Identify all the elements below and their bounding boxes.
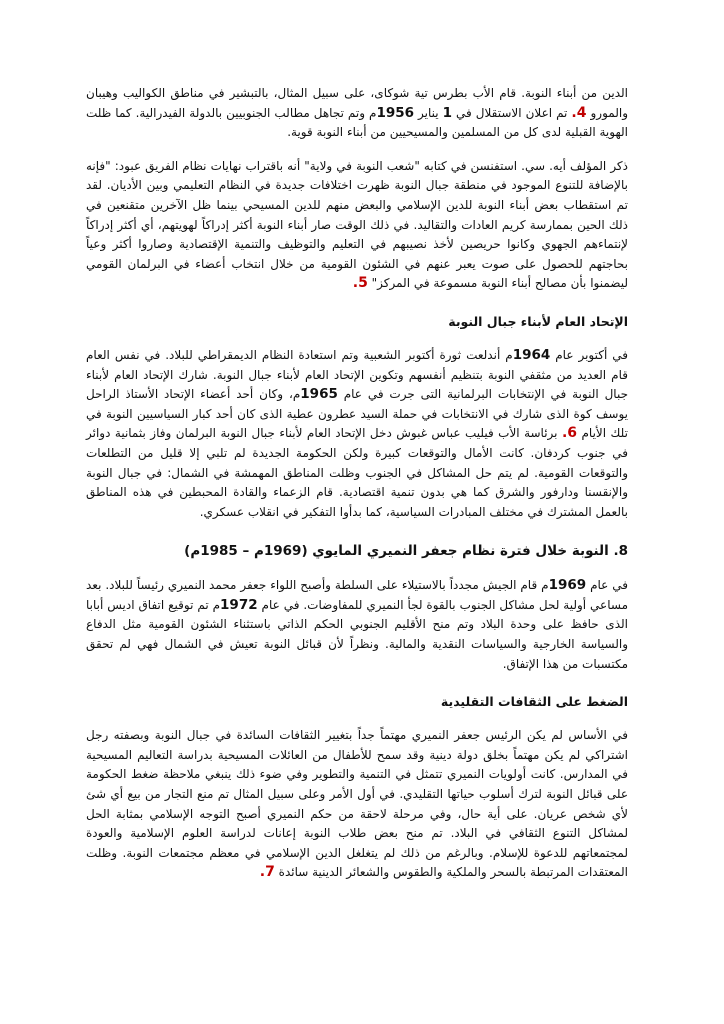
paragraph-conversion-independence: الدين من أبناء النوبة. قام الأب بطرس تية شوكاى، على سبيل المثال، بالتبشير في مناطق الكواليب وهيبان والمورو 4. تم اعلان الاستقلال في 1 يناير 1956م وتم تجاهل مطالب الجنوبيين بالدولة الفيدرالية. كما ظلت الهوية القبلية لدى كل من المسلمين والمسيحيين من أبناء النوبة قوية. bbox=[86, 86, 628, 140]
footnote-ref-6[interactable]: 6. bbox=[561, 425, 578, 442]
footnote-ref-7[interactable]: 7. bbox=[259, 864, 275, 881]
subheading-pressure-traditional-cultures: الضغط على الثقافات التقليدية bbox=[440, 694, 628, 710]
paragraph-october-revolution: في أكتوبر عام 1964م أندلعت ثورة أكتوبر الشعبية وتم استعادة النظام الديمقراطي للبلاد. في نفس العام قام العديد من مثقفي النوبة بتنظيم أنفسهم وتكوين الإتحاد العام لأبناء جبال النوبة. شارك الإتحاد العام لأبناء جبال النوبة في الإنتخابات البرلمانية التى جرت في عام 1965م، وكان أحد أعضاء الإتحاد الأستاذ الراحل يوسف كوة الذى شارك في الانتخابات في حملة السيد عطرون عطية الذى كان أحد كبار السياسيين النوبة في تلك الأيام 6. برئاسة الأب فيليب عباس غبوش دخل الإتحاد العام لأبناء جبال النوبة البرلمان وفاز بثمانية دوائر في جنوب كردفان. كانت الأمال والتوقعات كبيرة ولكن الحكومة الجديدة لم تلبي إلا قليل من التطلعات والتوقعات القومية. لم يتم حل المشاكل في الجنوب وظلت المناطق المهمشة في الشمال: في جبال النوبة والإنقسنا ودارفور والشرق كما هي بدون تنمية اقتصادية. قام الزعماء والقادة المحبطين في هذه المناطق بالعمل المشترك في مختلف المبادرات السياسية، كما بدأوا التفكير في انقلاب عسكري. bbox=[86, 346, 629, 519]
year-number: 1965 bbox=[300, 386, 338, 403]
section-heading-nimeiri-era: 8. النوبة خلال فترة نظام جعفر النميري المايوي (1969م – 1985م) bbox=[184, 543, 628, 560]
footnote-ref-4[interactable]: 4. bbox=[571, 104, 587, 121]
paragraph-nimeiri-coup: في عام 1969م قام الجيش مجدداً بالاستيلاء على السلطة وأصبح اللواء جعفر محمد النميري رئيساً للبلاد. بعد مساعي أولية لحل مشاكل الجنوب بالقوة لجأ النميري للمفاوضات. في عام 1972م تم توقيع اتفاق اديس أبابا الذى حافظ على وحدة البلاد وتم منح الأقليم الجنوبي الحكم الذاتي باستثناء الشئون القومية مثل الدفاع والسياسة الخارجية والسياسات النقدية والمالية. ونظراً لأن قبائل النوبة تعيش في الشمال فهي لم تحقق مكتسبات من هذا الإتفاق. bbox=[86, 577, 628, 671]
date-number: 1 bbox=[442, 104, 453, 121]
paragraph-traditional-cultures: في الأساس لم يكن الرئيس جعفر النميري مهتماً جداً بتغيير الثقافات السائدة في جبال النوبة وبصفته رجل اشتراكي لم يكن مهتماً بخلق دولة دينية وقد سمح للأطفال من العائلات المسيحية بدراسة التعاليم المسيحية في المدارس. كانت أولويات النميري تتمثل في التنمية والتطوير وفي ضوء ذلك ينبغي ملاحظة ضغط الحكومة على قبائل النوبة لترك أسلوب حياتها التقليدي. في أول الأمر وعلى سبيل المثال تم منع التجار من بيع أي شئ لأي شخص عريان. على أية حال، وفي مرحلة لاحقة من حكم النميري أصبح التوجه الإسلامي بمثابة الحل لمشاكل التنوع الثقافي في البلاد. تم منح بعض طلاب النوبة إعانات لدراسة العلوم الإسلامية والعودة لمجتمعاتهم للدعوة للإسلام. وبالرغم من ذلك لم يتغلغل الدين الإسلامي في معظم مجتمعات النوبة. وظلت المعتقدات المرتبطة بالسحر والملكية والطقوس والشعائر الدينية سائدة 7. bbox=[86, 728, 628, 881]
footnote-ref-5[interactable]: 5. bbox=[352, 275, 368, 292]
subheading-nuba-union: الإتحاد العام لأبناء جبال النوبة bbox=[448, 313, 628, 329]
paragraph-stevenson-quote: ذكر المؤلف أيه. سي. استفنسن في كتابه "شعب النوبة في ولاية" أنه باقتراب نهايات نظام الفريق عبود: "فإنه بالإضافة للتنوع الموجود في منطقة جبال النوبة ظهرت اختلافات جديدة في النظام التعليمي وبين الأديان. لقد تم استقطاب بعض أبناء النوبة للدين الإسلامي والبعض منهم للدين المسيحي بينما ظل الآخرين متقنعين في ذلك الحين بممارسة كريم العادات والتقاليد. في ذلك الوقت صار أبناء النوبة أكثر إدراكاً لهويتهم، أي أكثر إدراكاً لإنتماءهم الجهوي وكانوا حريصين لأخذ نصيبهم في التعليم والتوظيف والتنمية الإقتصادية وصاروا أكثر وعياً بحاجتهم للحصول على صوت يعبر عنهم في الشئون القومية من خلال انتخاب أعضاء في البرلمان القومي ليضمنوا بأن مصالح أبناء النوبة مسموعة في المركز" 5. bbox=[86, 158, 628, 292]
year-number: 1969 bbox=[548, 577, 587, 594]
year-number: 1964 bbox=[512, 346, 551, 363]
year-number: 1972 bbox=[220, 596, 258, 613]
document-page bbox=[86, 84, 628, 883]
year-number: 1956 bbox=[376, 104, 415, 121]
